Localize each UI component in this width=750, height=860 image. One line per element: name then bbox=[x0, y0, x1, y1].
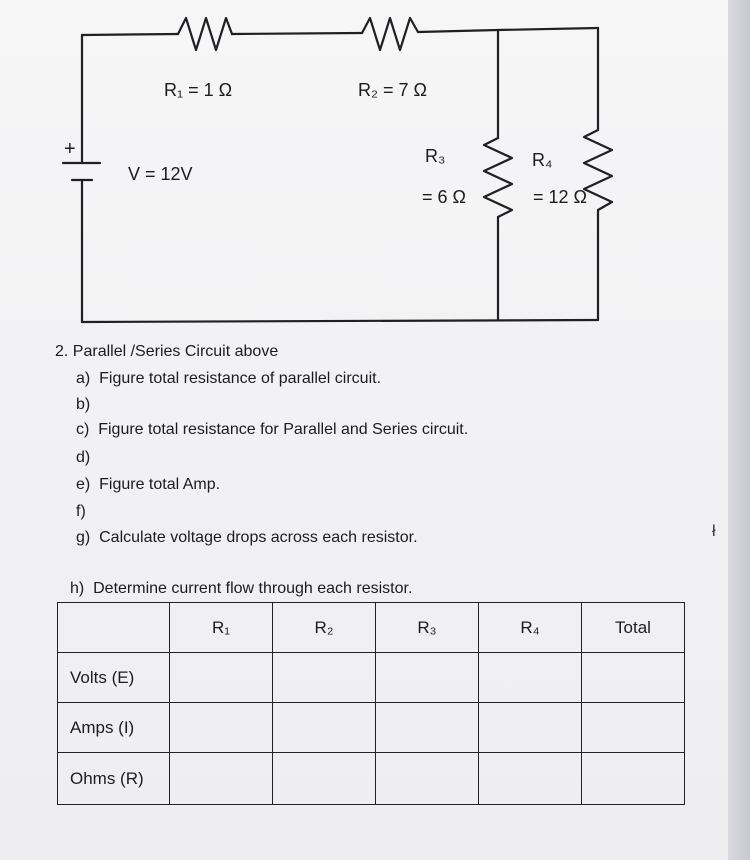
battery-plus-sign: + bbox=[64, 138, 76, 160]
table-cell[interactable] bbox=[479, 653, 582, 703]
question-c bbox=[76, 421, 468, 439]
table-cell[interactable] bbox=[170, 703, 273, 753]
question-a bbox=[76, 370, 381, 388]
table-header-row bbox=[58, 603, 685, 653]
item-marker: e) bbox=[76, 476, 91, 493]
r3-label: R₃ bbox=[425, 146, 446, 166]
table-header-cell: R₁ bbox=[170, 603, 273, 653]
voltage-label: V = 12V bbox=[128, 164, 193, 184]
wire-top-mid bbox=[232, 33, 362, 34]
table-cell[interactable] bbox=[479, 753, 582, 805]
item-marker: b) bbox=[76, 396, 91, 413]
resistor-r4 bbox=[584, 130, 612, 210]
item-text: Figure total resistance of parallel circuit. bbox=[99, 370, 382, 387]
table-cell[interactable] bbox=[170, 753, 273, 805]
question-e bbox=[76, 476, 220, 494]
table-cell[interactable] bbox=[479, 703, 582, 753]
table-cell[interactable] bbox=[273, 653, 376, 703]
item-marker: c) bbox=[76, 421, 90, 438]
table-row bbox=[58, 703, 685, 753]
item-text: Calculate voltage drops across each resistor. bbox=[99, 529, 418, 546]
item-marker: a) bbox=[76, 370, 91, 387]
resistor-r2 bbox=[362, 18, 418, 50]
item-text: Figure total resistance for Parallel and Series circuit. bbox=[98, 421, 469, 438]
table-cell[interactable] bbox=[582, 703, 685, 753]
question-g bbox=[76, 529, 418, 547]
table-header-cell: R₃ bbox=[376, 603, 479, 653]
item-marker: d) bbox=[76, 449, 91, 466]
question-f bbox=[76, 503, 86, 521]
values-table bbox=[57, 602, 685, 805]
question-b bbox=[76, 396, 90, 414]
table-cell[interactable] bbox=[582, 753, 685, 805]
table-header-cell: Total bbox=[582, 603, 685, 653]
table-row bbox=[58, 753, 685, 805]
question-title: 2. Parallel /Series Circuit above bbox=[55, 343, 279, 360]
wire-top-right bbox=[418, 28, 598, 32]
r3-value: = 6 Ω bbox=[422, 187, 466, 207]
table-cell[interactable] bbox=[170, 653, 273, 703]
table-cell[interactable] bbox=[376, 703, 479, 753]
resistor-r1 bbox=[178, 18, 232, 50]
r4-value: = 12 Ω bbox=[533, 187, 587, 207]
item-marker: f) bbox=[76, 503, 86, 520]
item-marker: g) bbox=[76, 529, 91, 546]
page-edge bbox=[728, 0, 750, 860]
table-cell[interactable] bbox=[376, 653, 479, 703]
resistor-r3 bbox=[484, 138, 512, 217]
question-h bbox=[70, 580, 412, 598]
wire-top-left bbox=[82, 34, 178, 35]
table-cell[interactable] bbox=[582, 653, 685, 703]
item-text: Determine current flow through each resistor. bbox=[93, 580, 413, 597]
question-d bbox=[76, 449, 90, 467]
row-label: Amps (I) bbox=[58, 703, 170, 753]
table-cell[interactable] bbox=[273, 753, 376, 805]
row-label: Ohms (R) bbox=[58, 753, 170, 805]
table-cell[interactable] bbox=[273, 703, 376, 753]
r2-label: R₂ = 7 Ω bbox=[358, 80, 427, 100]
table-header-cell bbox=[58, 603, 170, 653]
item-marker: h) bbox=[70, 580, 85, 597]
table-header-cell: R₂ bbox=[273, 603, 376, 653]
table-cell[interactable] bbox=[376, 753, 479, 805]
circuit-diagram bbox=[0, 0, 730, 340]
r1-label: R₁ = 1 Ω bbox=[164, 80, 233, 100]
table-header-cell: R₄ bbox=[479, 603, 582, 653]
stray-pen-mark: ł bbox=[712, 523, 716, 540]
r4-label: R₄ bbox=[532, 150, 553, 170]
row-label: Volts (E) bbox=[58, 653, 170, 703]
wire-bottom bbox=[82, 320, 598, 322]
table-row bbox=[58, 653, 685, 703]
item-text: Figure total Amp. bbox=[99, 476, 221, 493]
